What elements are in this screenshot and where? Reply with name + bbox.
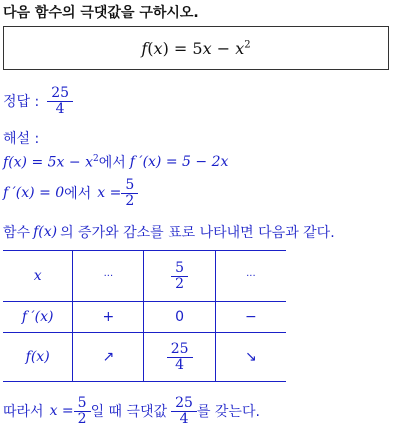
solution-line-3: 함수 f(x) 의 증가와 감소를 표로 나타내면 다음과 같다. bbox=[3, 224, 335, 241]
table-row: x ··· $\frac{5}{2}$ ··· bbox=[3, 251, 286, 302]
critical-point-fraction: $\frac{5}{2}$ bbox=[123, 178, 136, 208]
decrease-arrow-icon: ↘ bbox=[215, 333, 286, 382]
answer-label: 정답 : bbox=[3, 94, 40, 111]
solution-line-1: $f(x) = 5x - x^2$ 에서 f ′(x) = 5 − 2x bbox=[3, 153, 229, 171]
increase-arrow-icon: ↗ bbox=[73, 333, 144, 382]
solution-label: 해설 : bbox=[3, 131, 40, 147]
problem-box bbox=[3, 26, 389, 70]
increase-decrease-table bbox=[3, 250, 286, 382]
table-row: f(x) ↗ $\frac{25}{4}$ ↘ bbox=[3, 333, 286, 382]
conclusion-line: 따라서 x = $\frac{5}{2}$ 일 때 극댓값 $\frac{25}{4}$ 를 갖는다. bbox=[3, 395, 260, 427]
solution-line-2: f ′(x) = 0 에서 x = $\frac{5}{2}$ bbox=[3, 178, 138, 208]
question-text: 다음 함수의 극댓값을 구하시오. bbox=[3, 5, 199, 21]
problem-equation: $f(x) = 5x - x^2$ bbox=[141, 38, 251, 58]
answer-line bbox=[3, 86, 73, 116]
answer-fraction: $\frac{25}{4}$ bbox=[49, 86, 71, 116]
table-row: f ′(x) + 0 − bbox=[3, 302, 286, 333]
